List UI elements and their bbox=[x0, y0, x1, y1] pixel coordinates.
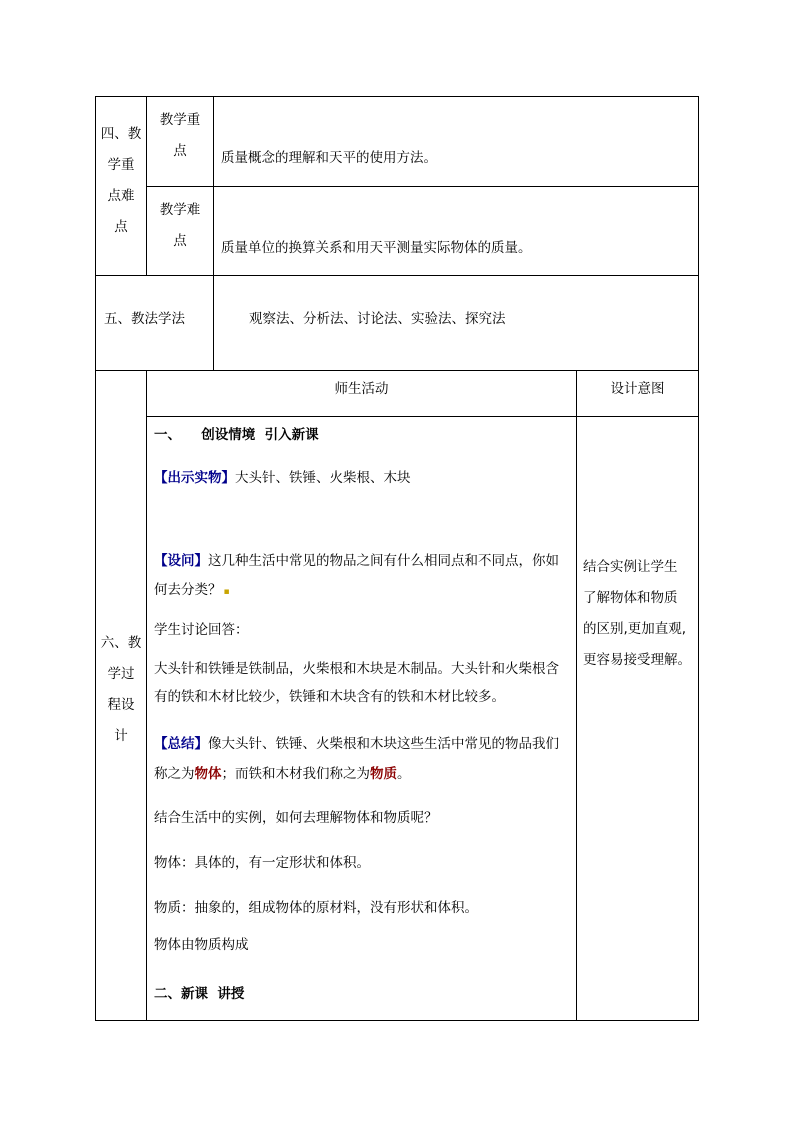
table-border bbox=[213, 96, 214, 370]
section-6-label: 六、教 bbox=[100, 635, 142, 651]
discussion-prompt: 学生讨论回答： bbox=[154, 622, 249, 638]
show-objects-tag: 【出示实物】 bbox=[154, 470, 235, 486]
key-points-label: 教学重 bbox=[159, 112, 201, 128]
summary-line bbox=[154, 766, 411, 782]
question-line bbox=[154, 553, 559, 569]
section-4-label: 学重 bbox=[107, 157, 135, 173]
question-text: 这几种生活中常见的物品之间有什么相同点和不同点，你如 bbox=[208, 553, 559, 569]
section-4-label: 点 bbox=[114, 219, 128, 235]
table-border bbox=[147, 186, 699, 187]
summary-text: 像大头针、铁锤、火柴根和木块这些生活中常见的物品我们 bbox=[208, 736, 559, 752]
combine-question: 结合生活中的实例，如何去理解物体和物质呢？ bbox=[154, 810, 438, 826]
intent-column-header: 设计意图 bbox=[610, 381, 665, 397]
table-border bbox=[95, 275, 699, 276]
section-5-label: 五、教法学法 bbox=[104, 311, 185, 327]
table-border bbox=[95, 96, 699, 97]
answer-line: 有的铁和木材比较少，铁锤和木块含有的铁和木材比较多。 bbox=[154, 689, 505, 705]
section-6-label: 学过 bbox=[107, 666, 135, 682]
composition-line: 物体由物质构成 bbox=[154, 937, 249, 953]
mark-dot: ▪ bbox=[223, 587, 230, 597]
key-points-label: 点 bbox=[173, 143, 187, 159]
difficult-points-label: 教学难 bbox=[159, 202, 201, 218]
summary-text: ；而铁和木材我们称之为 bbox=[221, 766, 370, 782]
section-4-label: 点难 bbox=[107, 188, 135, 204]
section-5-content: 观察法、分析法、讨论法、实验法、探究法 bbox=[249, 311, 506, 327]
definition-matter: 物质：抽象的，组成物体的原材料，没有形状和体积。 bbox=[154, 900, 478, 916]
difficult-points-label: 点 bbox=[173, 233, 187, 249]
table-border bbox=[95, 1020, 699, 1021]
intent-line: 结合实例让学生 bbox=[583, 559, 678, 575]
question-tag: 【设问】 bbox=[154, 553, 208, 569]
activity-column-header: 师生活动 bbox=[334, 381, 389, 397]
section-6-label: 计 bbox=[114, 728, 128, 744]
term-object: 物体 bbox=[194, 766, 222, 782]
answer-line: 大头针和铁锤是铁制品，火柴根和木块是木制品。大头针和火柴根含 bbox=[154, 661, 559, 677]
section-4-label: 四、教 bbox=[100, 126, 142, 142]
table-border bbox=[576, 370, 577, 1021]
key-points-content: 质量概念的理解和天平的使用方法。 bbox=[221, 150, 437, 166]
intent-line: 的区别,更加直观, bbox=[583, 621, 687, 637]
summary-text: 称之为 bbox=[154, 766, 195, 782]
summary-tag: 【总结】 bbox=[154, 736, 208, 752]
table-border bbox=[147, 416, 699, 417]
summary-text: 。 bbox=[397, 766, 411, 782]
show-objects-line bbox=[154, 470, 411, 486]
table-border bbox=[95, 370, 699, 371]
difficult-points-content: 质量单位的换算关系和用天平测量实际物体的质量。 bbox=[221, 240, 532, 256]
intent-line: 更容易接受理解。 bbox=[583, 652, 691, 668]
intent-line: 了解物体和物质 bbox=[583, 590, 678, 606]
table-border bbox=[698, 96, 699, 1021]
step-1-heading: 一、 创设情境 引入新课 bbox=[154, 427, 319, 443]
question-line bbox=[154, 582, 230, 600]
term-matter: 物质 bbox=[370, 766, 397, 782]
step-2-heading: 二、新课 讲授 bbox=[154, 986, 245, 1002]
definition-object: 物体：具体的，有一定形状和体积。 bbox=[154, 855, 370, 871]
section-6-label: 程设 bbox=[107, 697, 135, 713]
question-text: 何去分类？ bbox=[154, 582, 222, 598]
table-border bbox=[146, 370, 147, 1021]
summary-line bbox=[154, 736, 559, 752]
show-objects-text: 大头针、铁锤、火柴根、木块 bbox=[235, 470, 411, 486]
